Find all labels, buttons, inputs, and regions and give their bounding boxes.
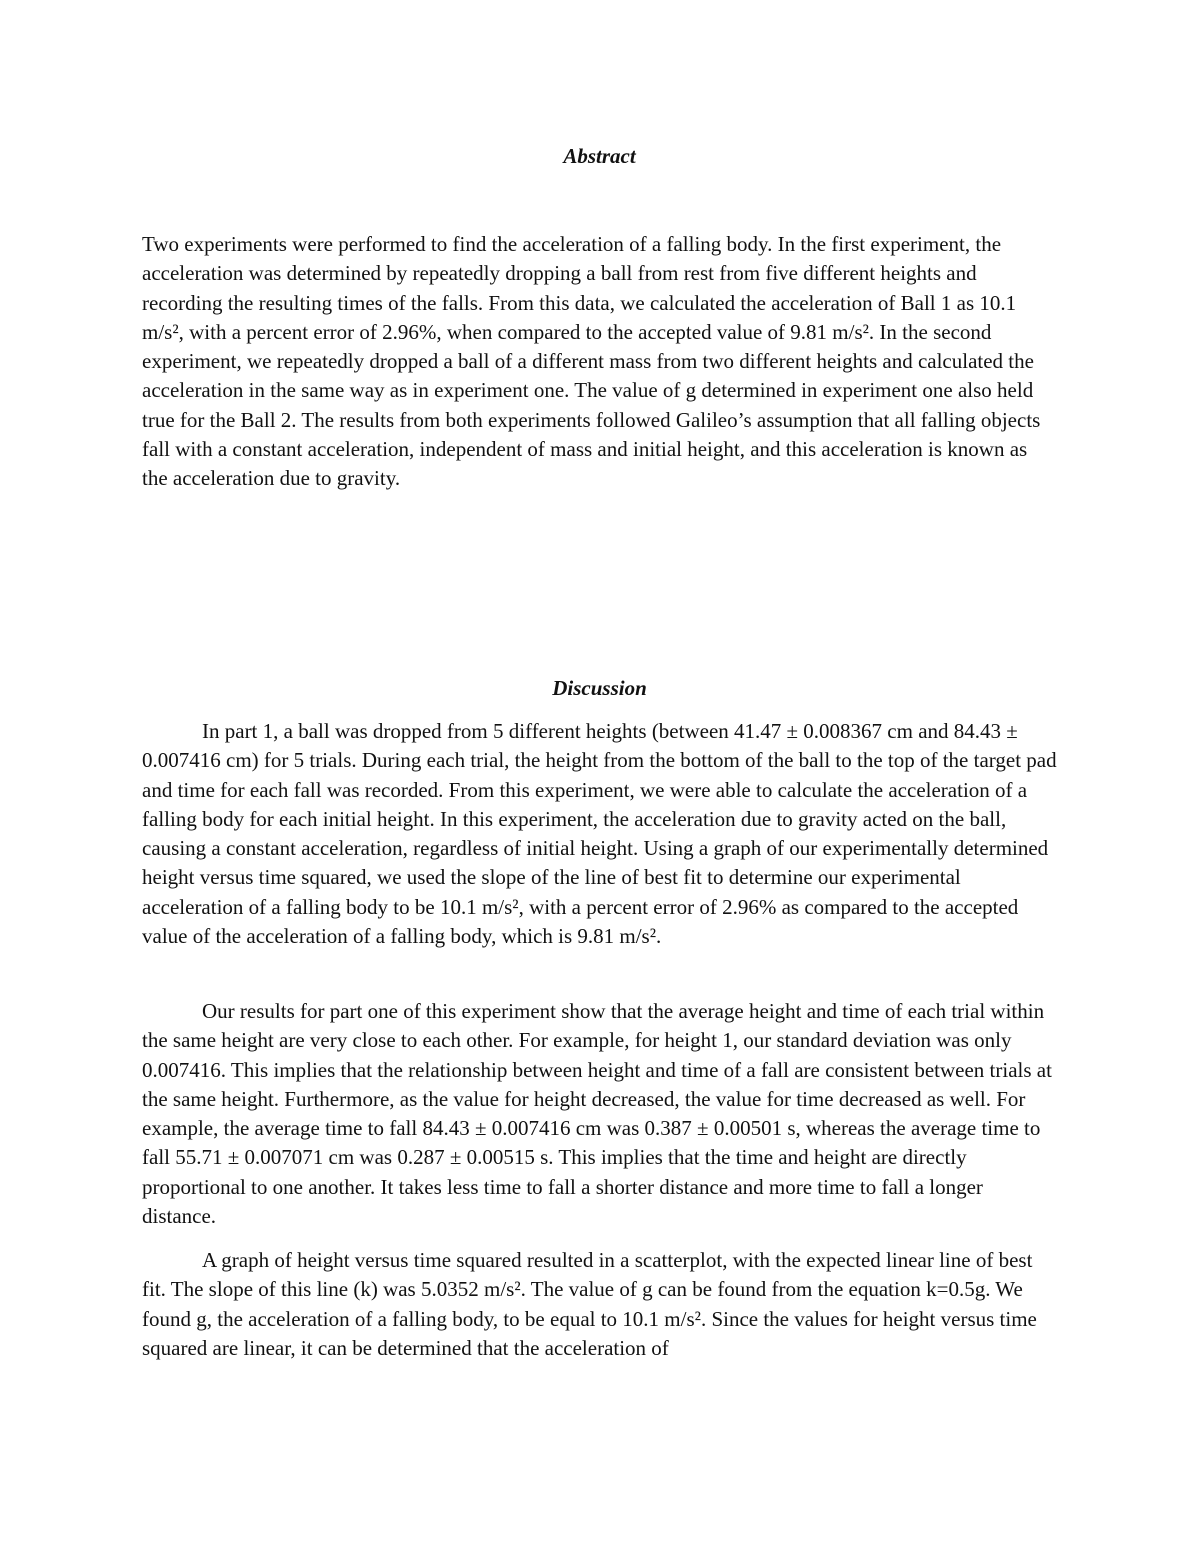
abstract-heading: Abstract bbox=[563, 144, 636, 168]
discussion-heading: Discussion bbox=[552, 676, 647, 700]
document-page bbox=[142, 0, 1057, 1553]
discussion-paragraph-2: Our results for part one of this experiment show that the average height and time of each trial within the same height are very close to each other. For example, for height 1, our standard deviation was only 0.007416. This implies that the relationship between height and time of a fall are consistent between trials at the same height. Furthermore, as the value for height decreased, the value for time decreased as well. For example, the average time to fall 84.43 ± 0.007416 cm was 0.387 ± 0.00501 s, whereas the average time to fall 55.71 ± 0.007071 cm was 0.287 ± 0.00515 s. This implies that the time and height are directly proportional to one another. It takes less time to fall a shorter distance and more time to fall a longer distance. bbox=[142, 999, 1052, 1229]
discussion-paragraph-1: In part 1, a ball was dropped from 5 different heights (between 41.47 ± 0.008367 cm and 84.43 ± 0.007416 cm) for 5 trials. During each trial, the height from the bottom of the ball to the top of the target pad and time for each fall was recorded. From this experiment, we were able to calculate the acceleration of a falling body for each initial height. In this experiment, the acceleration due to gravity acted on the ball, causing a constant acceleration, regardless of initial height. Using a graph of our experimentally determined height versus time squared, we used the slope of the line of best fit to determine our experimental acceleration of a falling body to be 10.1 m/s², with a percent error of 2.96% as compared to the accepted value of the acceleration of a falling body, which is 9.81 m/s². bbox=[142, 719, 1057, 949]
abstract-paragraph: Two experiments were performed to find the acceleration of a falling body. In the first experiment, the acceleration was determined by repeatedly dropping a ball from rest from five different heights and recording the resulting times of the falls. From this data, we calculated the acceleration of Ball 1 as 10.1 m/s², with a percent error of 2.96%, when compared to the accepted value of 9.81 m/s². In the second experiment, we repeatedly dropped a ball of a different mass from two different heights and calculated the acceleration in the same way as in experiment one. The value of g determined in experiment one also held true for the Ball 2. The results from both experiments followed Galileo’s assumption that all falling objects fall with a constant acceleration, independent of mass and initial height, and this acceleration is known as the acceleration due to gravity. bbox=[142, 232, 1041, 491]
discussion-paragraph-3: A graph of height versus time squared resulted in a scatterplot, with the expected linear line of best fit. The slope of this line (k) was 5.0352 m/s². The value of g can be found from the equation k=0.5g. We found g, the acceleration of a falling body, to be equal to 10.1 m/s². Since the values for height versus time squared are linear, it can be determined that the acceleration of bbox=[142, 1248, 1037, 1360]
